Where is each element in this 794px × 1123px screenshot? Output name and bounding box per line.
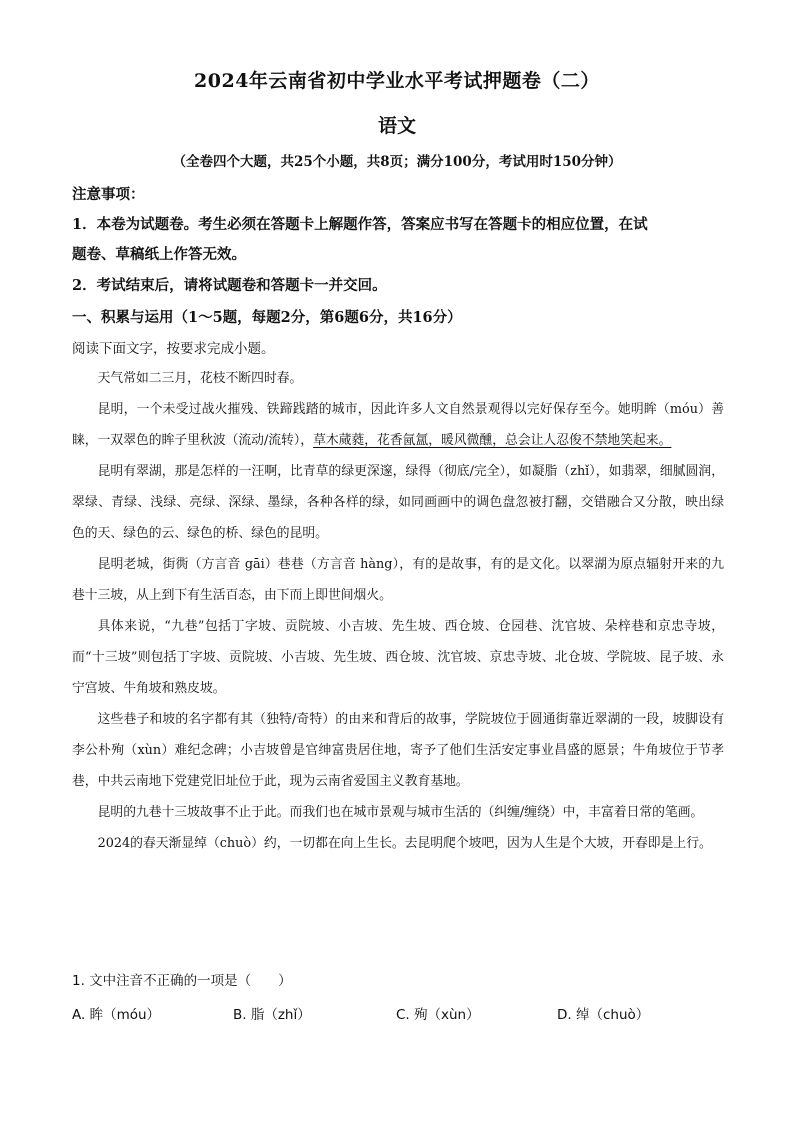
option-a: A. 眸（móu） — [72, 1007, 161, 1023]
option-b: B. 脂（zhǐ） — [233, 1007, 311, 1023]
section-intro: 阅读下面文字，按要求完成小题。 — [72, 341, 275, 357]
passage-paragraph-8: 2024的春天渐显绰（chuò）约，一切都在向上生长。去昆明爬个坡吧，因为人生是个大坡，开春即是上行。 — [97, 836, 712, 851]
notes-item-2: 2．考试结束后，请将试题卷和答题卡一并交回。 — [72, 277, 387, 294]
passage-paragraph-2 — [72, 394, 724, 456]
notes-item-1-line-2: 题卷、草稿纸上作答无效。 — [72, 246, 246, 263]
reading-passage — [72, 363, 724, 859]
section-heading: 一、积累与运用（1～5题，每题2分，第6题6分，共16分） — [72, 309, 462, 326]
exam-meta: （全卷四个大题，共25个小题，共8页；满分100分，考试用时150分钟） — [172, 154, 622, 170]
notes-item-1-line-1: 1．本卷为试题卷。考生必须在答题卡上解题作答，答案应书写在答题卡的相应位置，在试 — [72, 216, 648, 233]
question-1-stem: 1. 文中注音不正确的一项是（ ） — [72, 973, 292, 989]
subject-title: 语文 — [377, 115, 416, 137]
option-d: D. 绰（chuò） — [557, 1007, 650, 1023]
option-c: C. 殉（xùn） — [396, 1007, 480, 1023]
passage-paragraph-2-text: 昆明，一个未受过战火摧残、铁蹄践踏的城市，因此许多人文自然景观得以完好保存至今。她明眸（móu）善睐，一双翠色的眸子里秋波（流动/流转）， — [72, 402, 724, 448]
passage-paragraph-4: 昆明老城，街衖（方言音 gāi）巷巷（方言音 hàng），有的是故事，有的是文化。以翠湖为原点辐射开来的九巷十三坡，从上到下有生活百态，由下而上即世间烟火。 — [72, 557, 724, 603]
underlined-sentence: 草木蒇蕤，花香氤氲，暖风微醺，总会让人忍俊不禁地笑起来。 — [313, 433, 672, 448]
notes-heading: 注意事项： — [72, 186, 145, 203]
exam-title: 2024年云南省初中学业水平考试押题卷（二） — [194, 70, 600, 92]
passage-paragraph-6: 这些巷子和坡的名字都有其（独特/奇特）的由来和背后的故事，学院坡位于圆通街靠近翠湖的一段，坡脚设有李公朴殉（xùn）难纪念碑；小吉坡曾是官绅富贵居住地，寄予了他们生活安定事业昌盛的愿景；牛角坡位于节孝巷，中共云南地下党建党旧址位于此，现为云南省爱国主义教育基地。 — [72, 712, 724, 789]
passage-paragraph-1: 天气常如二三月，花枝不断四时春。 — [97, 371, 303, 386]
passage-paragraph-3: 昆明有翠湖，那是怎样的一汪啊，比青草的绿更深邃，绿得（彻底/完全），如凝脂（zhǐ），如翡翠，细腻圆润，翠绿、青绿、浅绿、亮绿、深绿、墨绿，各种各样的绿，如同画画中的调色盘忽被打翻，交错融合又分散，映出绿色的天、绿色的云、绿色的桥、绿色的昆明。 — [72, 464, 724, 541]
passage-paragraph-7: 昆明的九巷十三坡故事不止于此。而我们也在城市景观与城市生活的（纠缠/缠绕）中，丰富着日常的笔画。 — [97, 805, 704, 820]
passage-paragraph-5: 具体来说，“九巷”包括丁字坡、贡院坡、小吉坡、先生坡、西仓坡、仓园巷、沈官坡、朵梓巷和京忠寺坡，而“十三坡”则包括丁字坡、贡院坡、小吉坡、先生坡、西仓坡、沈官坡、京忠寺坡、北仓坡、学院坡、昆子坡、永宁宫坡、牛角坡和熟皮坡。 — [72, 619, 724, 696]
